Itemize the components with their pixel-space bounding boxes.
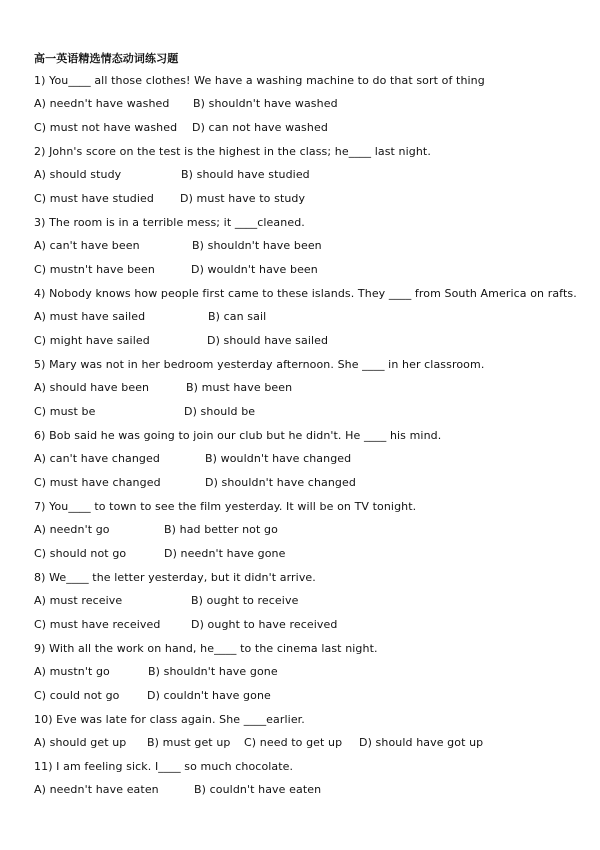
- question-6-option-c: C) must have changed: [34, 476, 161, 489]
- question-5-stem: 5) Mary was not in her bedroom yesterday afternoon. She ____ in her classroom.: [34, 358, 485, 371]
- question-6-option-b: B) wouldn't have changed: [205, 452, 352, 465]
- question-8-option-d: D) ought to have received: [191, 618, 338, 631]
- question-1-option-a: A) needn't have washed: [34, 97, 170, 110]
- question-7-option-a: A) needn't go: [34, 523, 110, 536]
- question-9-option-c: C) could not go: [34, 689, 120, 702]
- question-11-stem: 11) I am feeling sick. I____ so much chocolate.: [34, 760, 294, 773]
- page-title: 高一英语精选情态动词练习题: [34, 52, 179, 65]
- question-4-option-c: C) might have sailed: [34, 334, 150, 347]
- question-3-stem: 3) The room is in a terrible mess; it ____cleaned.: [34, 216, 305, 229]
- question-10-option-c: C) need to get up: [244, 736, 343, 749]
- question-2-option-c: C) must have studied: [34, 192, 154, 205]
- question-8-option-b: B) ought to receive: [191, 594, 299, 607]
- question-1-option-b: B) shouldn't have washed: [193, 97, 338, 110]
- question-3-option-c: C) mustn't have been: [34, 263, 155, 276]
- question-1-option-d: D) can not have washed: [192, 121, 328, 134]
- question-8-option-c: C) must have received: [34, 618, 161, 631]
- question-5-option-d: D) should be: [184, 405, 256, 418]
- question-5-option-c: C) must be: [34, 405, 96, 418]
- question-3-option-a: A) can't have been: [34, 239, 140, 252]
- question-4-option-b: B) can sail: [208, 310, 267, 323]
- question-7-option-d: D) needn't have gone: [164, 547, 286, 560]
- question-6-option-a: A) can't have changed: [34, 452, 160, 465]
- question-10-option-d: D) should have got up: [359, 736, 484, 749]
- question-2-option-a: A) should study: [34, 168, 122, 181]
- question-6-option-d: D) shouldn't have changed: [205, 476, 356, 489]
- question-2-stem: 2) John's score on the test is the highest in the class; he____ last night.: [34, 145, 431, 158]
- question-10-option-a: A) should get up: [34, 736, 127, 749]
- question-3-option-b: B) shouldn't have been: [192, 239, 322, 252]
- question-7-option-b: B) had better not go: [164, 523, 278, 536]
- question-6-stem: 6) Bob said he was going to join our club but he didn't. He ____ his mind.: [34, 429, 442, 442]
- question-2-option-b: B) should have studied: [181, 168, 310, 181]
- question-5-option-b: B) must have been: [186, 381, 293, 394]
- question-10-stem: 10) Eve was late for class again. She ____earlier.: [34, 713, 305, 726]
- question-11-option-a: A) needn't have eaten: [34, 783, 159, 796]
- question-9-stem: 9) With all the work on hand, he____ to the cinema last night.: [34, 642, 378, 655]
- question-1-stem: 1) You____ all those clothes! We have a washing machine to do that sort of thing: [34, 74, 485, 87]
- question-4-stem: 4) Nobody knows how people first came to these islands. They ____ from South America on rafts.: [34, 287, 577, 300]
- question-8-option-a: A) must receive: [34, 594, 123, 607]
- question-10-option-b: B) must get up: [147, 736, 231, 749]
- question-7-option-c: C) should not go: [34, 547, 127, 560]
- question-5-option-a: A) should have been: [34, 381, 150, 394]
- question-1-option-c: C) must not have washed: [34, 121, 178, 134]
- question-11-option-b: B) couldn't have eaten: [194, 783, 322, 796]
- question-9-option-b: B) shouldn't have gone: [148, 665, 278, 678]
- question-4-option-d: D) should have sailed: [207, 334, 329, 347]
- question-8-stem: 8) We____ the letter yesterday, but it didn't arrive.: [34, 571, 316, 584]
- question-4-option-a: A) must have sailed: [34, 310, 146, 323]
- question-2-option-d: D) must have to study: [180, 192, 306, 205]
- question-9-option-d: D) couldn't have gone: [147, 689, 271, 702]
- question-9-option-a: A) mustn't go: [34, 665, 110, 678]
- question-7-stem: 7) You____ to town to see the film yesterday. It will be on TV tonight.: [34, 500, 417, 513]
- question-3-option-d: D) wouldn't have been: [191, 263, 318, 276]
